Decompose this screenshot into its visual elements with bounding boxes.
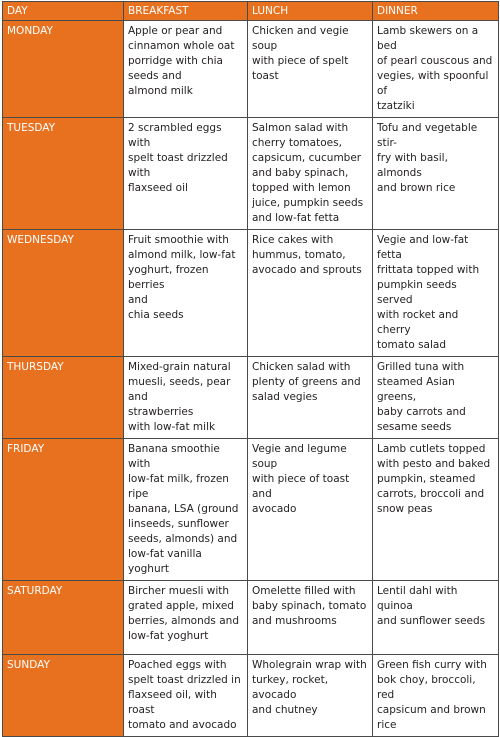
dinner-text: Tofu and vegetable stir- fry with basil, almonds and brown rice xyxy=(377,122,478,194)
lunch-cell xyxy=(248,118,373,230)
breakfast-text: Bircher muesli with grated apple, mixed berries, almonds and low-fat yoghurt xyxy=(128,585,239,642)
lunch-cell xyxy=(248,357,373,439)
breakfast-text: Apple or pear and cinnamon whole oat porridge with chia seeds and almond milk xyxy=(128,25,235,97)
lunch-text: Chicken salad with plenty of greens and salad vegies xyxy=(252,361,361,403)
breakfast-cell xyxy=(124,357,248,439)
table-row xyxy=(3,439,499,581)
lunch-text: Vegie and legume soup with piece of toast and avocado xyxy=(252,443,350,515)
breakfast-text: Fruit smoothie with almond milk, low-fat yoghurt, frozen berries and chia seeds xyxy=(128,234,236,321)
breakfast-cell xyxy=(124,118,248,230)
dinner-cell xyxy=(373,357,499,439)
header-breakfast: BREAKFAST xyxy=(124,2,248,21)
breakfast-cell xyxy=(124,655,248,737)
meal-plan-table xyxy=(2,1,499,737)
breakfast-text: 2 scrambled eggs with spelt toast drizzled with flaxseed oil xyxy=(128,122,228,194)
table-row xyxy=(3,655,499,737)
day-cell: THURSDAY xyxy=(3,357,124,439)
breakfast-cell xyxy=(124,21,248,118)
day-cell: TUESDAY xyxy=(3,118,124,230)
breakfast-text: Banana smoothie with low-fat milk, frozen ripe banana, LSA (ground linseeds, sunflower seeds, almonds) and low-fat vanilla yoghurt xyxy=(128,443,239,575)
lunch-text: Rice cakes with hummus, tomato, avocado and sprouts xyxy=(252,234,362,276)
dinner-cell xyxy=(373,21,499,118)
breakfast-cell xyxy=(124,439,248,581)
dinner-cell xyxy=(373,439,499,581)
lunch-text: Salmon salad with cherry tomatoes, capsicum, cucumber and baby spinach, topped with lemon juice, pumpkin seeds and low-fat fetta xyxy=(252,122,364,224)
table-row xyxy=(3,118,499,230)
lunch-cell xyxy=(248,655,373,737)
header-dinner: DINNER xyxy=(373,2,499,21)
breakfast-cell xyxy=(124,581,248,655)
dinner-cell xyxy=(373,230,499,357)
dinner-text: Lamb cutlets topped with pesto and baked pumpkin, steamed carrots, broccoli and snow peas xyxy=(377,443,491,515)
dinner-text: Vegie and low-fat fetta frittata topped with pumpkin seeds served with rocket and cherry tomato salad xyxy=(377,234,480,351)
day-cell: MONDAY xyxy=(3,21,124,118)
table-row xyxy=(3,357,499,439)
header-day: DAY xyxy=(3,2,124,21)
lunch-cell xyxy=(248,230,373,357)
table-row xyxy=(3,230,499,357)
table-row xyxy=(3,21,499,118)
lunch-cell xyxy=(248,21,373,118)
header-lunch: LUNCH xyxy=(248,2,373,21)
dinner-text: Green fish curry with bok choy, broccoli, red capsicum and brown rice xyxy=(377,659,487,731)
lunch-cell xyxy=(248,581,373,655)
table-row xyxy=(3,581,499,655)
lunch-text: Omelette filled with baby spinach, tomato and mushrooms xyxy=(252,585,367,627)
dinner-cell xyxy=(373,655,499,737)
dinner-text: Lamb skewers on a bed of pearl couscous and vegies, with spoonful of tzatziki xyxy=(377,25,493,112)
day-cell: WEDNESDAY xyxy=(3,230,124,357)
lunch-text: Chicken and vegie soup with piece of spelt toast xyxy=(252,25,349,82)
dinner-text: Lentil dahl with quinoa and sunflower seeds xyxy=(377,585,486,627)
breakfast-cell xyxy=(124,230,248,357)
breakfast-text: Poached eggs with spelt toast drizzled in flaxseed oil, with roast tomato and avocado xyxy=(128,659,241,731)
lunch-text: Wholegrain wrap with turkey, rocket, avocado and chutney xyxy=(252,659,367,716)
day-cell: SATURDAY xyxy=(3,581,124,655)
lunch-cell xyxy=(248,439,373,581)
day-cell: FRIDAY xyxy=(3,439,124,581)
day-cell: SUNDAY xyxy=(3,655,124,737)
header-row xyxy=(3,2,499,21)
dinner-cell xyxy=(373,581,499,655)
dinner-text: Grilled tuna with steamed Asian greens, baby carrots and sesame seeds xyxy=(377,361,466,433)
dinner-cell xyxy=(373,118,499,230)
breakfast-text: Mixed-grain natural muesli, seeds, pear and strawberries with low-fat milk xyxy=(128,361,231,433)
